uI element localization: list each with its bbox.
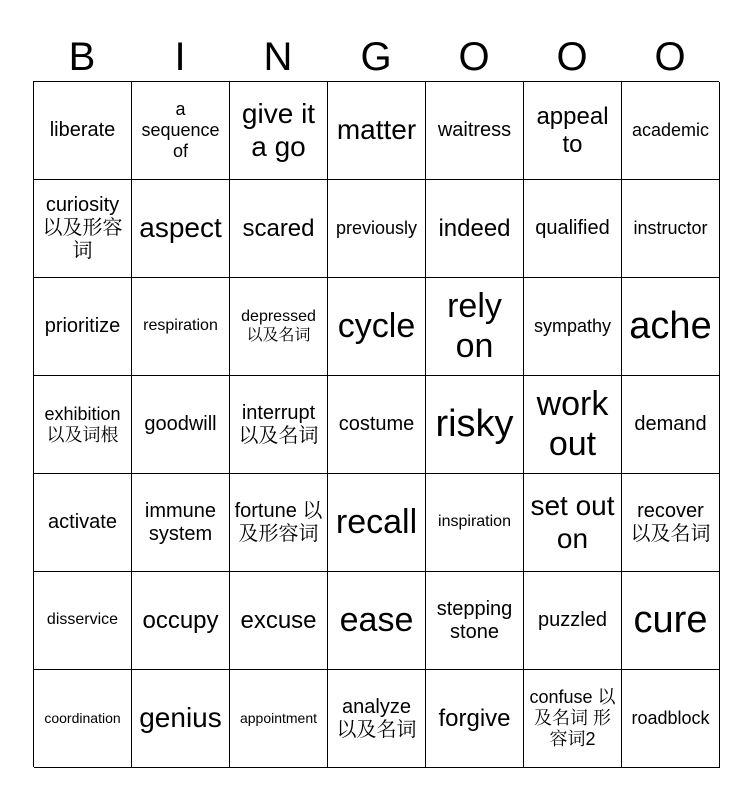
header-letter-o3: O [654, 35, 686, 79]
bingo-cell[interactable]: confuse 以及名词 形容词2 [524, 670, 622, 768]
bingo-cell[interactable]: roadblock [622, 670, 720, 768]
bingo-cell[interactable]: curiosity 以及形容词 [34, 180, 132, 278]
bingo-cell[interactable]: recover 以及名词 [622, 474, 720, 572]
bingo-cell[interactable]: occupy [132, 572, 230, 670]
bingo-cell[interactable]: waitress [426, 82, 524, 180]
bingo-cell[interactable]: aspect [132, 180, 230, 278]
bingo-cell[interactable]: cycle [328, 278, 426, 376]
bingo-cell[interactable]: depressed 以及名词 [230, 278, 328, 376]
bingo-cell[interactable]: fortune 以及形容词 [230, 474, 328, 572]
bingo-cell[interactable]: excuse [230, 572, 328, 670]
bingo-cell[interactable]: matter [328, 82, 426, 180]
bingo-cell[interactable]: ease [328, 572, 426, 670]
bingo-cell[interactable]: academic [622, 82, 720, 180]
bingo-cell[interactable]: inspiration [426, 474, 524, 572]
bingo-cell[interactable]: puzzled [524, 572, 622, 670]
bingo-cell[interactable]: costume [328, 376, 426, 474]
bingo-cell[interactable]: give it a go [230, 82, 328, 180]
header-letter-b: B [68, 35, 96, 79]
bingo-cell[interactable]: a sequence of [132, 82, 230, 180]
bingo-cell[interactable]: scared [230, 180, 328, 278]
header-letter-o2: O [556, 35, 588, 79]
bingo-cell[interactable]: appeal to [524, 82, 622, 180]
bingo-cell[interactable]: work out [524, 376, 622, 474]
bingo-cell[interactable]: rely on [426, 278, 524, 376]
bingo-cell[interactable]: analyze 以及名词 [328, 670, 426, 768]
bingo-grid [33, 81, 719, 767]
header-letter-i: I [174, 35, 186, 79]
bingo-header [33, 32, 719, 82]
bingo-cell[interactable]: stepping stone [426, 572, 524, 670]
bingo-cell[interactable]: appointment [230, 670, 328, 768]
bingo-cell[interactable]: forgive [426, 670, 524, 768]
bingo-cell[interactable]: immune system [132, 474, 230, 572]
bingo-cell[interactable]: set out on [524, 474, 622, 572]
bingo-cell[interactable]: demand [622, 376, 720, 474]
bingo-cell[interactable]: coordination [34, 670, 132, 768]
bingo-cell[interactable]: activate [34, 474, 132, 572]
bingo-cell[interactable]: qualified [524, 180, 622, 278]
bingo-cell[interactable]: exhibition 以及词根 [34, 376, 132, 474]
bingo-cell[interactable]: genius [132, 670, 230, 768]
header-letter-o1: O [458, 35, 490, 79]
bingo-cell[interactable]: disservice [34, 572, 132, 670]
bingo-cell[interactable]: indeed [426, 180, 524, 278]
bingo-cell[interactable]: respiration [132, 278, 230, 376]
header-letter-n: N [263, 35, 293, 79]
bingo-cell[interactable]: sympathy [524, 278, 622, 376]
header-letter-g: G [360, 35, 392, 79]
bingo-cell[interactable]: prioritize [34, 278, 132, 376]
bingo-cell[interactable]: risky [426, 376, 524, 474]
bingo-cell[interactable]: liberate [34, 82, 132, 180]
bingo-cell[interactable]: recall [328, 474, 426, 572]
bingo-cell[interactable]: interrupt 以及名词 [230, 376, 328, 474]
bingo-cell[interactable]: instructor [622, 180, 720, 278]
bingo-cell[interactable]: previously [328, 180, 426, 278]
bingo-cell[interactable]: cure [622, 572, 720, 670]
bingo-cell[interactable]: ache [622, 278, 720, 376]
bingo-cell[interactable]: goodwill [132, 376, 230, 474]
